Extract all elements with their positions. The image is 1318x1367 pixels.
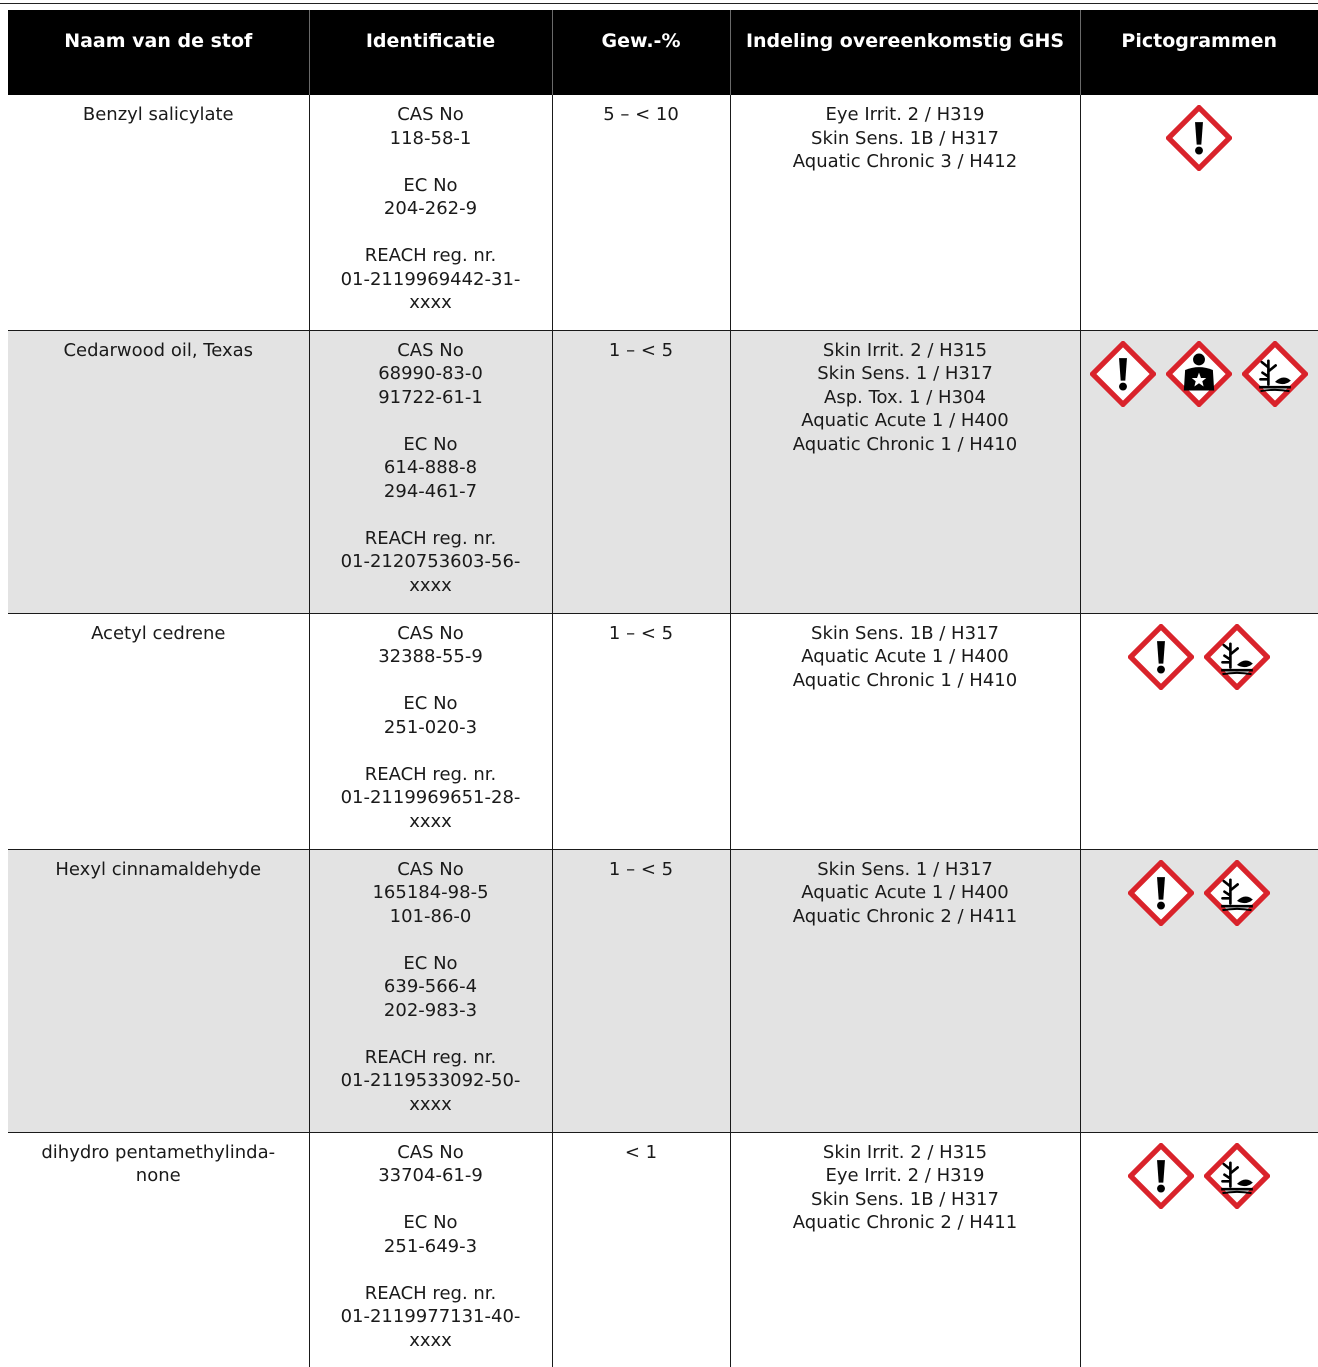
identification-cell <box>309 95 552 330</box>
classification-line: Skin Sens. 1 / H317 <box>817 363 993 384</box>
reach-label: REACH reg. nr. <box>364 1046 497 1068</box>
classification-line: Aquatic Acute 1 / H400 <box>801 410 1009 431</box>
ec-number: 639-566-4 <box>383 976 478 997</box>
reach-number-suffix: xxxx <box>409 1329 452 1351</box>
classification-line: Skin Sens. 1B / H317 <box>811 622 999 644</box>
pictograms-cell <box>1080 613 1318 849</box>
ghs-classification <box>730 613 1080 849</box>
identification-cell <box>309 330 552 613</box>
classification-line: Skin Sens. 1B / H317 <box>811 1188 999 1210</box>
weight-percent <box>552 330 730 613</box>
reach-label: REACH reg. nr. <box>364 1282 497 1304</box>
ghs-exclamation-mark-icon <box>1090 341 1156 407</box>
composition-table <box>8 10 1318 1367</box>
ghs-environment-icon <box>1242 341 1308 407</box>
table-header <box>8 10 1318 95</box>
cas-number: 118-58-1 <box>389 127 472 149</box>
ec-number: 294-461-7 <box>383 480 478 502</box>
ghs-classification <box>730 330 1080 613</box>
classification-line: Aquatic Chronic 1 / H410 <box>792 669 1018 691</box>
reach-number-suffix: xxxx <box>409 574 452 596</box>
ec-label: EC No <box>403 433 458 455</box>
ec-number: 614-888-8 <box>383 457 478 478</box>
ghs-environment-icon <box>1204 624 1270 690</box>
cas-number: 33704-61-9 <box>378 1165 483 1186</box>
table-row <box>8 849 1318 1132</box>
identification-cell <box>309 1132 552 1367</box>
reach-number: 01-2119969442-31- <box>340 268 521 290</box>
ec-number: 204-262-9 <box>383 198 478 219</box>
ec-label: EC No <box>403 174 458 196</box>
reach-number: 01-2120753603-56- <box>340 551 521 572</box>
classification-line: Skin Irrit. 2 / H315 <box>822 1141 988 1163</box>
cas-label: CAS No <box>397 622 464 644</box>
cas-number: 101-86-0 <box>389 905 472 927</box>
pictograms-cell <box>1080 95 1318 330</box>
ghs-classification <box>730 1132 1080 1367</box>
ghs-exclamation-mark-icon <box>1128 1143 1194 1209</box>
substance-name <box>8 613 309 849</box>
ec-number: 202-983-3 <box>383 999 478 1021</box>
classification-line: Eye Irrit. 2 / H319 <box>825 104 985 125</box>
weight-value: 1 – < 5 <box>608 339 674 361</box>
classification-line: Eye Irrit. 2 / H319 <box>825 1165 985 1186</box>
reach-number-suffix: xxxx <box>409 810 452 832</box>
table-row <box>8 613 1318 849</box>
classification-line: Aquatic Chronic 2 / H411 <box>792 905 1018 927</box>
table-row <box>8 1132 1318 1367</box>
reach-number-suffix: xxxx <box>409 292 452 313</box>
cas-label: CAS No <box>397 1141 464 1163</box>
substance-name-text: Hexyl cinnamaldehyde <box>55 858 262 880</box>
ghs-classification <box>730 95 1080 330</box>
cas-label: CAS No <box>397 339 464 361</box>
header-pictograms: Pictogrammen <box>1080 10 1318 95</box>
classification-line: Skin Sens. 1 / H317 <box>817 858 993 880</box>
substance-name <box>8 849 309 1132</box>
identification-cell <box>309 849 552 1132</box>
ghs-exclamation-mark-icon <box>1128 860 1194 926</box>
substance-name <box>8 95 309 330</box>
ec-label: EC No <box>403 693 458 714</box>
cas-number: 91722-61-1 <box>378 386 483 408</box>
reach-number: 01-2119977131-40- <box>340 1306 521 1327</box>
ec-label: EC No <box>403 952 458 974</box>
weight-percent <box>552 95 730 330</box>
pictograms-cell <box>1080 849 1318 1132</box>
ghs-health-hazard-icon <box>1166 341 1232 407</box>
substance-name <box>8 1132 309 1367</box>
header-weight-percent: Gew.-% <box>552 10 730 95</box>
weight-value: 1 – < 5 <box>608 858 674 880</box>
substance-name-text: dihydro pentamethylinda- <box>41 1141 276 1163</box>
weight-percent <box>552 613 730 849</box>
cas-label: CAS No <box>397 858 464 880</box>
substance-name-text: Benzyl salicylate <box>82 104 234 125</box>
reach-number: 01-2119533092-50- <box>340 1070 521 1091</box>
classification-line: Aquatic Chronic 1 / H410 <box>792 433 1018 455</box>
classification-line: Asp. Tox. 1 / H304 <box>824 386 986 408</box>
cas-label: CAS No <box>397 104 464 125</box>
reach-label: REACH reg. nr. <box>364 245 497 266</box>
cas-number: 32388-55-9 <box>378 646 483 667</box>
substance-name-text: Acetyl cedrene <box>91 622 226 644</box>
classification-line: Skin Sens. 1B / H317 <box>811 127 999 149</box>
reach-label: REACH reg. nr. <box>364 527 497 549</box>
identification-cell <box>309 613 552 849</box>
header-substance-name: Naam van de stof <box>8 10 309 95</box>
ghs-classification <box>730 849 1080 1132</box>
ec-label: EC No <box>403 1212 458 1233</box>
weight-percent <box>552 1132 730 1367</box>
weight-percent <box>552 849 730 1132</box>
substance-name-text: Cedarwood oil, Texas <box>63 339 254 361</box>
header-identification: Identificatie <box>309 10 552 95</box>
ghs-exclamation-mark-icon <box>1166 105 1232 171</box>
ec-number: 251-020-3 <box>383 716 478 738</box>
weight-value: 1 – < 5 <box>608 622 674 644</box>
reach-label: REACH reg. nr. <box>364 763 497 785</box>
weight-value: 5 – < 10 <box>603 104 679 125</box>
classification-line: Aquatic Acute 1 / H400 <box>801 882 1009 903</box>
cas-number: 68990-83-0 <box>378 363 483 384</box>
reach-number-suffix: xxxx <box>409 1093 452 1115</box>
classification-line: Skin Irrit. 2 / H315 <box>822 339 988 361</box>
classification-line: Aquatic Chronic 3 / H412 <box>792 151 1018 172</box>
substance-name-text: none <box>135 1165 181 1186</box>
pictograms-cell <box>1080 1132 1318 1367</box>
cas-number: 165184-98-5 <box>372 882 489 903</box>
classification-line: Aquatic Acute 1 / H400 <box>801 646 1009 667</box>
ghs-environment-icon <box>1204 1143 1270 1209</box>
table-row <box>8 330 1318 613</box>
header-ghs-classification: Indeling overeenkomstig GHS <box>730 10 1080 95</box>
classification-line: Aquatic Chronic 2 / H411 <box>792 1212 1018 1233</box>
top-rule <box>0 3 1318 4</box>
ec-number: 251-649-3 <box>383 1235 478 1257</box>
substance-name <box>8 330 309 613</box>
pictograms-cell <box>1080 330 1318 613</box>
ghs-environment-icon <box>1204 860 1270 926</box>
weight-value: < 1 <box>624 1141 658 1163</box>
ghs-exclamation-mark-icon <box>1128 624 1194 690</box>
reach-number: 01-2119969651-28- <box>340 787 521 808</box>
table-row <box>8 95 1318 330</box>
